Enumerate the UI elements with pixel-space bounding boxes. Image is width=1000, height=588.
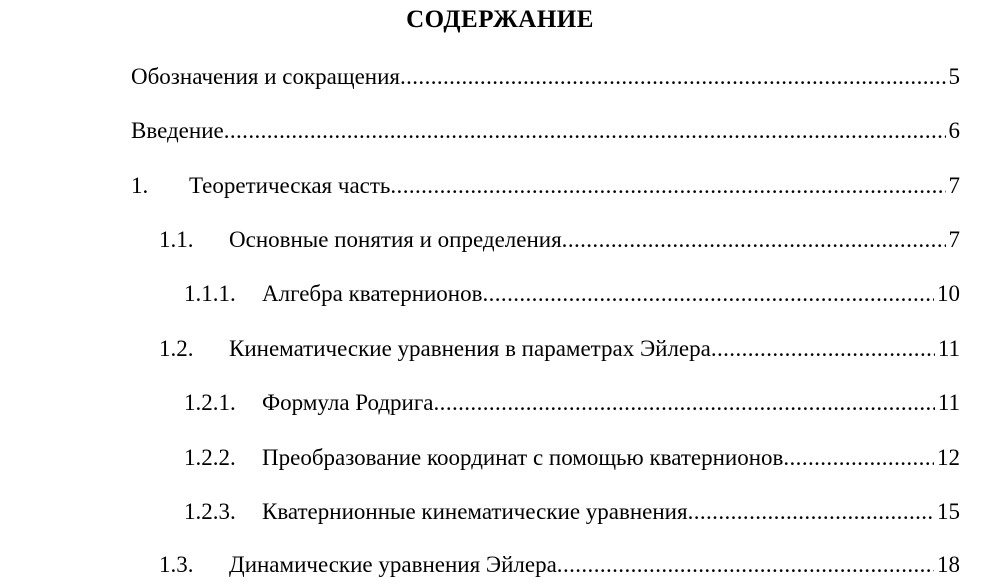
toc-entry[interactable] — [184, 279, 960, 309]
toc-entry[interactable] — [131, 116, 960, 146]
toc-dot-leader — [562, 225, 946, 255]
toc-entry[interactable] — [184, 443, 960, 473]
toc-page-number: 12 — [937, 445, 960, 470]
toc-entry-text: Кинематические уравнения в параметрах Эйлера — [229, 336, 711, 361]
toc-page-number: 11 — [937, 336, 960, 361]
toc-entry-text: Преобразование координат с помощью кватернионов — [262, 445, 784, 470]
toc-page-number: 7 — [948, 227, 960, 252]
toc-entry[interactable] — [159, 550, 960, 580]
toc-section-number: 1.1.1. — [184, 281, 236, 306]
toc-entry-text: Введение — [131, 118, 224, 143]
toc-entry-text: Формула Родрига — [262, 390, 434, 415]
toc-dot-leader — [434, 388, 935, 418]
toc-page-number: 7 — [948, 173, 960, 198]
toc-section-number: 1.2.2. — [184, 445, 236, 470]
toc-page-number: 10 — [937, 281, 960, 306]
toc-entry[interactable] — [184, 388, 960, 418]
toc-dot-leader — [400, 62, 946, 92]
toc-page-number: 18 — [937, 552, 960, 577]
toc-entry-text: Динамические уравнения Эйлера — [229, 552, 557, 577]
toc-entry[interactable] — [184, 497, 960, 527]
toc-dot-leader — [224, 116, 946, 146]
toc-dot-leader — [557, 550, 934, 580]
toc-entry[interactable] — [131, 62, 960, 92]
toc-title: СОДЕРЖАНИЕ — [406, 6, 594, 33]
toc-page-number: 6 — [948, 118, 960, 143]
toc-page-number: 11 — [937, 390, 960, 415]
toc-page-number: 5 — [948, 64, 960, 89]
toc-section-number: 1. — [131, 173, 149, 198]
toc-entry[interactable] — [159, 225, 960, 255]
toc-entry-text: Кватернионные кинематические уравнения — [262, 499, 688, 524]
toc-page-number: 15 — [937, 499, 960, 524]
toc-dot-leader — [688, 497, 934, 527]
toc-section-number: 1.2.1. — [184, 390, 236, 415]
toc-section-number: 1.1. — [159, 227, 194, 252]
toc-dot-leader — [390, 171, 945, 201]
toc-entry[interactable] — [159, 334, 960, 364]
toc-section-number: 1.3. — [159, 552, 194, 577]
toc-section-number: 1.2. — [159, 336, 194, 361]
toc-entry-text: Теоретическая часть — [189, 173, 391, 198]
toc-entry-text: Алгебра кватернионов — [262, 281, 483, 306]
toc-dot-leader — [711, 334, 935, 364]
toc-entry-text: Основные понятия и определения — [229, 227, 562, 252]
toc-dot-leader — [482, 279, 934, 309]
toc-section-number: 1.2.3. — [184, 499, 236, 524]
toc-dot-leader — [783, 443, 934, 473]
toc-entry[interactable] — [131, 171, 960, 201]
toc-entry-text: Обозначения и сокращения — [131, 64, 400, 89]
